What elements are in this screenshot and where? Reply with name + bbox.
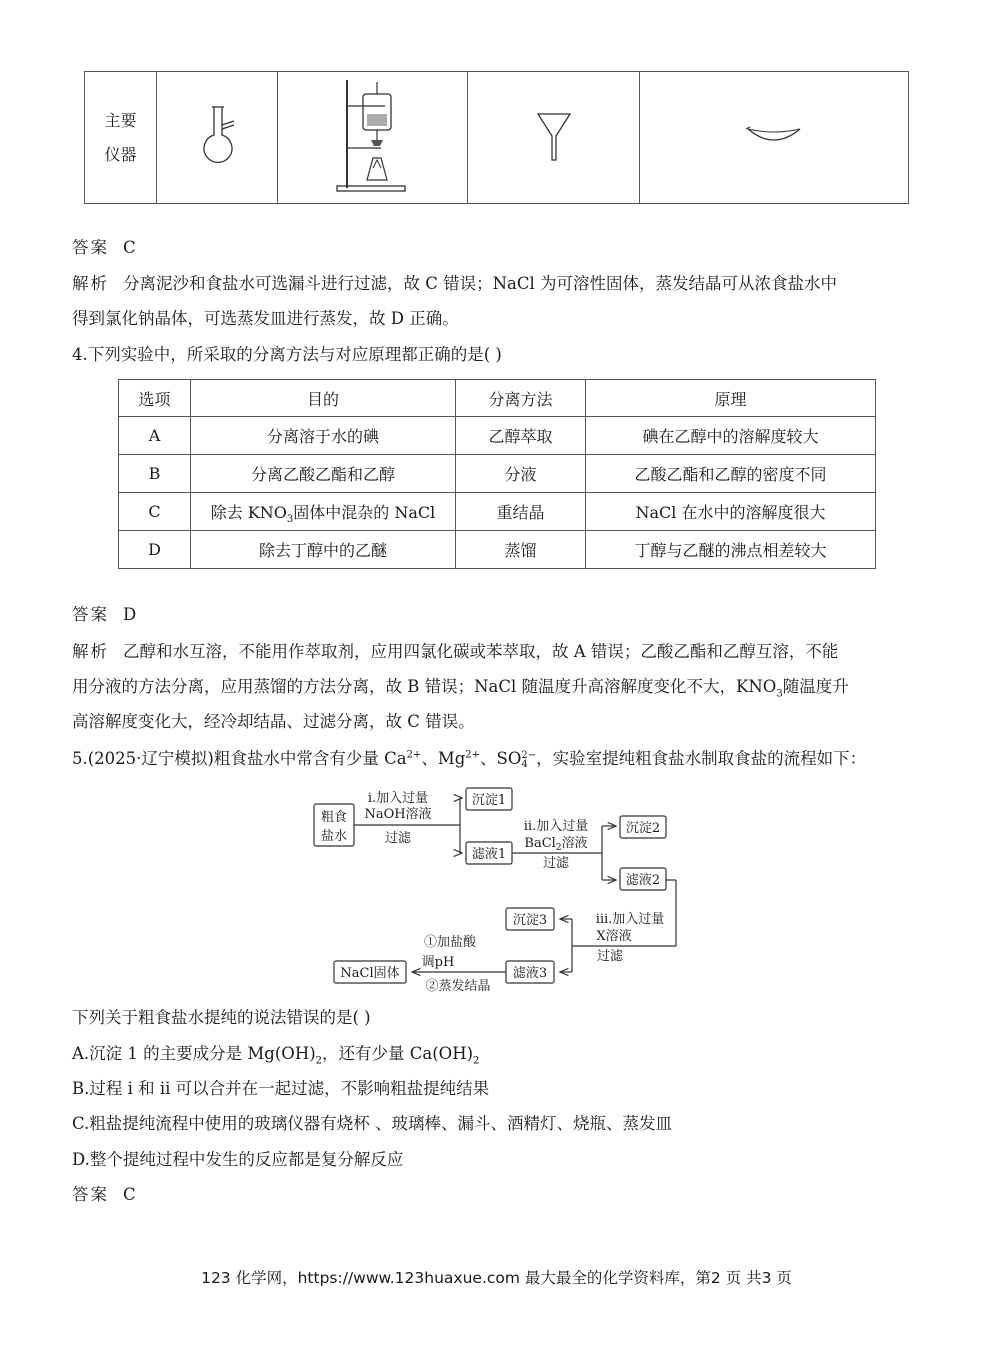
q5-option-d: D.整个提纯过程中发生的反应都是复分解反应 <box>72 1150 404 1169</box>
round-bottom-flask-icon <box>192 101 242 171</box>
table-row: C 除去 $KNO_3$固体中混杂的 NaCl 重结晶 NaCl 在水中的溶解度很大 <box>119 493 876 531</box>
svg-text:过滤: 过滤 <box>596 949 624 964</box>
svg-text:调pH: 调pH <box>421 955 455 970</box>
flow-product: NaCl固体 <box>340 966 400 981</box>
q4-stem: 4.下列实验中，所采取的分离方法与对应原理都正确的是( ) <box>72 345 502 364</box>
flow-precipitate2: 沉淀2 <box>625 821 661 836</box>
flow-start-label: 粗食 <box>320 810 348 825</box>
q3-answer: 答案 C <box>72 238 136 257</box>
q4-analysis-line1: 解析 乙醇和水互溶，不能用作萃取剂，应用四氯化碳或苯萃取，故 A 错误；乙酸乙酯和乙醇互溶，不能 <box>72 642 839 661</box>
funnel-icon <box>534 106 574 166</box>
instrument-table <box>84 71 909 204</box>
q4-answer: 答案 D <box>72 605 137 624</box>
header-principle: 原理 <box>586 380 876 417</box>
q3-analysis-line2: 得到氯化钠晶体，可选蒸发皿进行蒸发，故 D 正确。 <box>72 309 459 328</box>
funnel-cell <box>468 72 640 204</box>
q5-stem: 5.(2025·辽宁模拟)粗食盐水中常含有少量 $Ca^{2+}$、$Mg^{2+}$、SO2− 4 ，实验室提纯粗食盐水制取食盐的流程如下： <box>72 749 867 770</box>
q4-options-table <box>118 379 876 569</box>
q3-analysis-line1: 解析 分离泥沙和食盐水可选漏斗进行过滤，故 C 错误；NaCl 为可溶性固体，蒸发结晶可从浓食盐水中 <box>72 274 838 293</box>
q5-option-a: A.沉淀 1 的主要成分是 $Mg(OH)_2$，还有少量 $Ca(OH)_2$ <box>72 1044 480 1067</box>
header-option: 选项 <box>119 380 191 417</box>
flow-filtrate3: 滤液3 <box>512 966 548 981</box>
page-footer: 123 化学网，https://www.123huaxue.com 最大最全的化学资料库，第2 页 共3 页 <box>201 1269 792 1287</box>
header-purpose: 目的 <box>191 380 456 417</box>
distillation-apparatus-icon <box>333 76 413 196</box>
header-method: 分离方法 <box>456 380 586 417</box>
flow-precipitate1: 沉淀1 <box>471 793 507 808</box>
svg-text:X溶液: X溶液 <box>596 929 632 944</box>
flow-precipitate3: 沉淀3 <box>512 913 548 928</box>
svg-text:NaOH溶液: NaOH溶液 <box>364 807 432 822</box>
table-row: B 分离乙酸乙酯和乙醇 分液 乙酸乙酯和乙醇的密度不同 <box>119 455 876 493</box>
table-row: A 分离溶于水的碘 乙醇萃取 碘在乙醇中的溶解度较大 <box>119 417 876 455</box>
flask-cell <box>157 72 278 204</box>
instrument-row-label: 主要 仪器 <box>85 72 157 204</box>
flow-step2-label: ⅱ.加入过量 <box>523 819 589 834</box>
svg-text:BaCl2溶液: BaCl$_2$溶液 <box>524 836 588 853</box>
q4-analysis-line3: 高溶解度变化大，经冷却结晶、过滤分离，故 C 错误。 <box>72 712 475 731</box>
flow-step4-label: ①加盐酸 <box>423 935 477 950</box>
q4-analysis-line2: 用分液的方法分离，应用蒸馏的方法分离，故 B 错误；NaCl 随温度升高溶解度变化不大，$KNO_3$随温度升 <box>72 677 849 700</box>
flow-step3-label: ⅲ.加入过量 <box>595 912 665 927</box>
svg-text:过滤: 过滤 <box>542 856 570 871</box>
table-row: D 除去丁醇中的乙醚 蒸馏 丁醇与乙醚的沸点相差较大 <box>119 531 876 569</box>
evaporating-dish-icon <box>744 121 804 151</box>
flow-filtrate2: 滤液2 <box>625 873 661 888</box>
svg-text:过滤: 过滤 <box>384 831 412 846</box>
q5-option-c: C.粗盐提纯流程中使用的玻璃仪器有烧杯 、玻璃棒、漏斗、酒精灯、烧瓶、蒸发皿 <box>72 1114 673 1133</box>
flow-step1-label: ⅰ.加入过量 <box>367 791 429 806</box>
q5-answer: 答案 C <box>72 1185 136 1204</box>
flow-filtrate1: 滤液1 <box>471 847 507 862</box>
q5-option-b: B.过程 ⅰ 和 ⅱ 可以合并在一起过滤，不影响粗盐提纯结果 <box>72 1079 490 1098</box>
purification-flowchart <box>300 780 690 1000</box>
svg-text:②蒸发结晶: ②蒸发结晶 <box>425 979 491 994</box>
evaporating-dish-cell <box>640 72 909 204</box>
table-header-row <box>119 380 876 417</box>
q5-question: 下列关于粗食盐水提纯的说法错误的是( ) <box>72 1008 371 1027</box>
distillation-cell <box>278 72 468 204</box>
svg-text:盐水: 盐水 <box>320 829 348 844</box>
